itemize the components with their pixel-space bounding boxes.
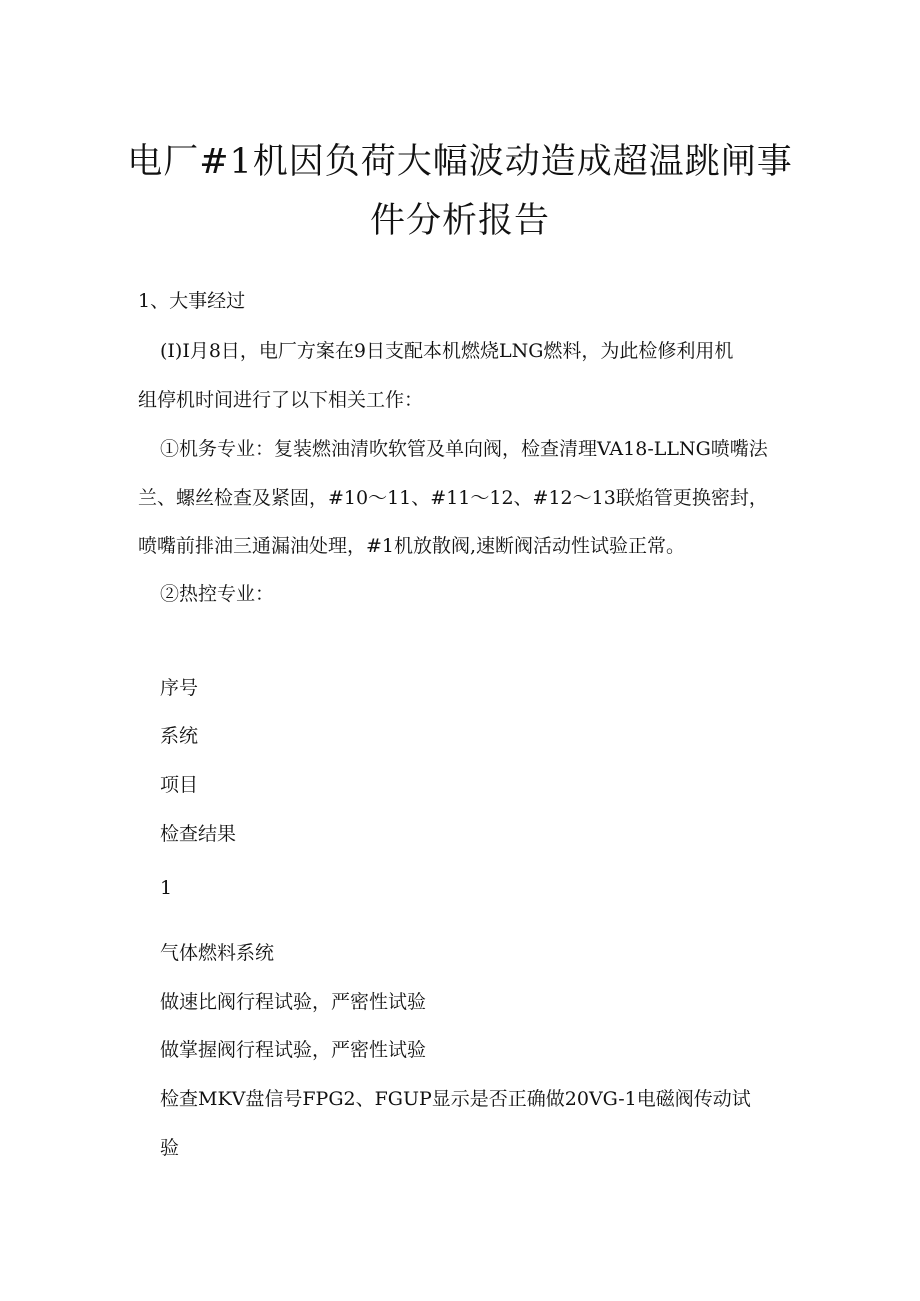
paragraph-2-line-3: 喷嘴前排油三通漏油处理，#1机放散阀,速断阀活动性试验正常。 — [138, 535, 686, 557]
table-row-item-1: 做速比阀行程试验，严密性试验 — [160, 991, 427, 1013]
paragraph-3-line-1: ②热控专业： — [160, 583, 275, 605]
paragraph-1-line-2: 组停机时间进行了以下相关工作： — [138, 389, 424, 411]
table-row-system: 气体燃料系统 — [160, 942, 275, 964]
paragraph-2-line-2: 兰、螺丝检查及紧固，#10～11、#11～12、#12～13联焰管更换密封， — [138, 487, 768, 509]
paragraph-1-line-1: (I)I月8日，电厂方案在9日支配本机燃烧LNG燃料，为此检修利用机 — [160, 340, 734, 362]
paragraph-2-line-1: ①机务专业：复装燃油清吹软管及单向阀，检查清理VA18-LLNG喷嘴法 — [160, 438, 768, 460]
table-header-item: 项目 — [160, 774, 199, 796]
table-header-system: 系统 — [160, 725, 199, 747]
table-row-number: 1 — [160, 877, 173, 899]
document-title-line-2: 件分析报告 — [369, 201, 550, 241]
table-header-result: 检查结果 — [160, 823, 237, 845]
table-header-number: 序号 — [160, 677, 199, 699]
table-row-item-3-line-1: 检查MKV盘信号FPG2、FGUP显示是否正确做20VG-1电磁阀传动试 — [160, 1088, 751, 1110]
table-row-item-2: 做掌握阀行程试验，严密性试验 — [160, 1039, 427, 1061]
document-title-line-1: 电厂#1机因负荷大幅波动造成超温跳闸事 — [127, 142, 793, 182]
section-heading: 1、大事经过 — [138, 290, 246, 312]
table-row-item-3-line-2: 验 — [160, 1137, 180, 1159]
